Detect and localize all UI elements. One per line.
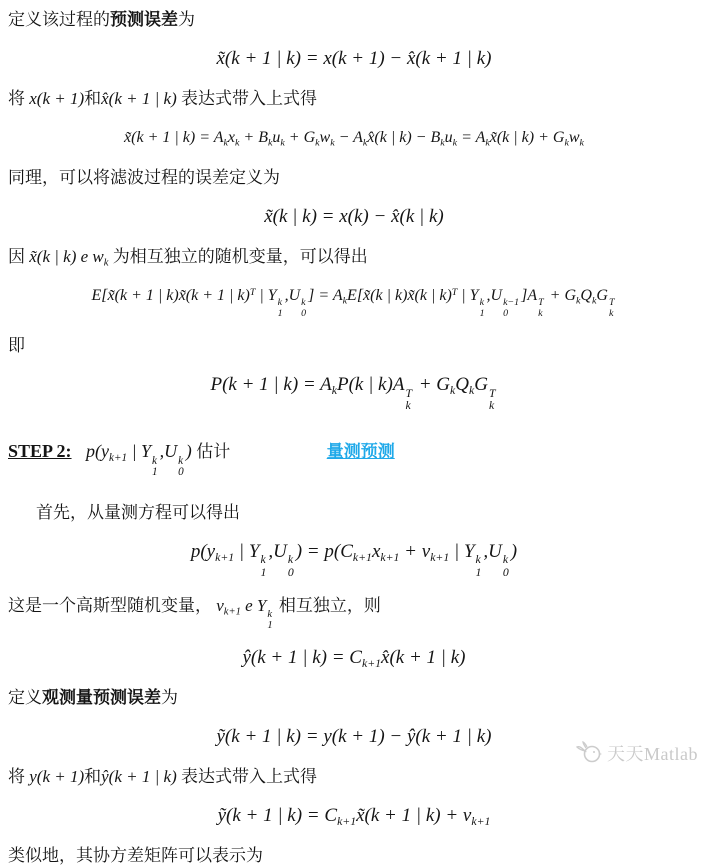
para-substitute-y-expressions: 将 y(k + 1)和ŷ(k + 1 | k) 表达式带入上式得 (8, 767, 317, 787)
equation-prediction-covariance: P(k + 1 | $k) = A_kP(k$ | k)A T k + $G_kQ_kG$ T k (210, 374, 496, 413)
para-substitute-x-expressions: 将 x(k + 1)和x̂(k + 1 | k) 表达式带入上式得 (8, 89, 317, 108)
step2-estimate-text: 估计 (196, 442, 231, 462)
equation-filter-error-definition: x̃(k | k) = x(k) − x̂(k | k) (264, 206, 444, 227)
para-independent-random-variables: 因 x̃(k | k) e $w_k$ 为相互独立的随机变量，可以得出 (8, 247, 368, 269)
equation-measurement-prediction: ŷ(k + 1 | $k) = C_{k+1}x̂(k + 1$ | k) (242, 647, 466, 671)
para-filter-error-definition-intro: 同理，可以将滤波过程的误差定义为 (8, 168, 280, 187)
para-similarly-covariance: 类似地，其协方差矩阵可以表示为 (8, 846, 263, 866)
watermark (576, 740, 698, 766)
para-define-prediction-error: 定义该过程的预测误差为 (8, 10, 195, 29)
watermark-text: 天天Matlab (607, 744, 698, 764)
equation-prediction-error-definition: x̃(k + 1 | k) = x(k + 1) − x̂(k + 1 | k) (216, 48, 492, 69)
para-from-measurement-equation: 首先，从量测方程可以得出 (36, 502, 240, 522)
equation-measurement-error-expanded: ỹ(k + 1 | $k) = C_{k+1}x̃(k + 1$ | $k) + v_{k+1}$ (217, 805, 491, 829)
para-define-measurement-prediction-error: 定义观测量预测误差为 (8, 688, 178, 708)
step2-math-expression: $p(y_{k+1}$ | Y k 1 ,U k 0 ) (86, 441, 192, 479)
para-that-is: 即 (8, 336, 25, 356)
equation-prediction-error-expanded: x̃(k + 1 | $k) = A_kx_k + B_ku_k + G_kw_k$ − $A_kx̂(k$ | $k) - B_ku_k$ = $A_kx̃(k$ | $k) + G_kw_k$ (124, 129, 584, 149)
para-gaussian-random-variable: 这是一个高斯型随机变量， $v_{k+1}$ e Y k 1 相互独立，则 (8, 596, 381, 632)
equation-measurement-error-definition: ỹ(k + 1 | k) = y(k + 1) − ŷ(k + 1 | k) (216, 726, 492, 748)
equation-measurement-density: $p(y_{k+1}$ | Y k 1 ,U k 0 ) = $p(C_{k+1}x_{k+1} + v_{k+1}$ | Y k 1 ,U k 0 ) (190, 540, 518, 579)
measurement-prediction-link[interactable]: 量测预测 (326, 442, 395, 462)
step2-label: STEP 2: (8, 441, 72, 462)
watermark-bird-icon (576, 741, 602, 765)
step2-heading (8, 438, 700, 479)
equation-covariance-expectation: E[x̃(k + 1 | k)x̃(k + 1 | k)$^T$ | Y k 1 ,U k 0 ] = $A_kE[x̃(k$ | k)x̃(k | k)$^T$ | Y k 1 ,U k−1 0 ]A T k + $G_kQ_kG$ T k (91, 287, 615, 319)
